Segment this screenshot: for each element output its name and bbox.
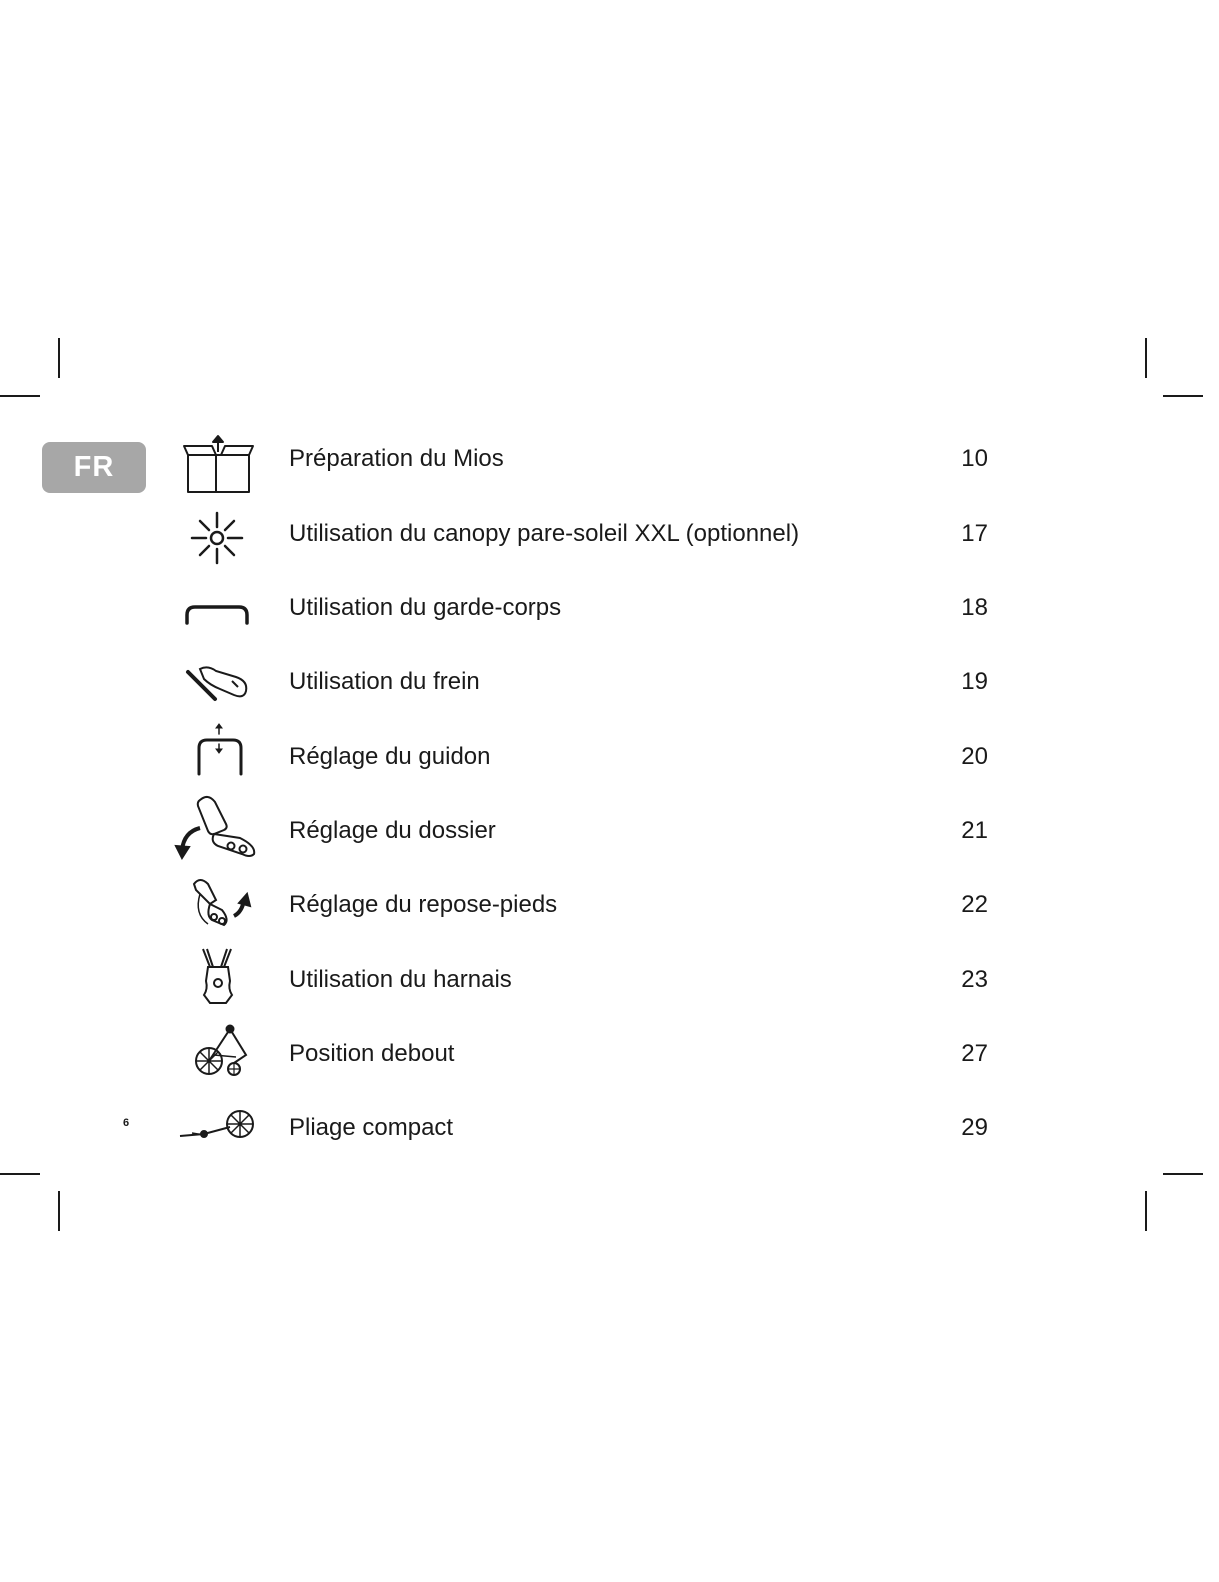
crop-mark bbox=[1163, 395, 1203, 397]
crop-mark bbox=[0, 1173, 40, 1175]
toc-title: Utilisation du frein bbox=[289, 668, 480, 695]
toc-page: 29 bbox=[961, 1114, 988, 1141]
toc-page: 20 bbox=[961, 743, 988, 770]
toc-row[interactable] bbox=[170, 945, 1000, 1015]
toc-title: Réglage du repose-pieds bbox=[289, 891, 558, 918]
toc-page: 18 bbox=[961, 594, 988, 621]
crop-mark bbox=[58, 1191, 60, 1231]
toc-page: 17 bbox=[961, 520, 988, 547]
toc-page: 27 bbox=[961, 1040, 988, 1067]
toc-page: 23 bbox=[961, 966, 988, 993]
toc-row[interactable] bbox=[170, 722, 1000, 792]
toc-title: Préparation du Mios bbox=[289, 445, 504, 472]
toc-title: Réglage du guidon bbox=[289, 743, 491, 770]
toc-row[interactable] bbox=[170, 647, 1000, 717]
language-tab: FR bbox=[42, 442, 146, 493]
bumper-bar-icon bbox=[170, 573, 265, 643]
toc-row[interactable] bbox=[170, 796, 1000, 866]
footrest-adjust-icon bbox=[170, 870, 265, 940]
toc-row[interactable] bbox=[170, 499, 1000, 569]
toc-title: Utilisation du canopy pare-soleil XXL (optionnel) bbox=[289, 520, 800, 547]
toc-title: Utilisation du harnais bbox=[289, 966, 512, 993]
compact-fold-icon bbox=[170, 1093, 265, 1163]
toc-row[interactable] bbox=[170, 1019, 1000, 1089]
crop-mark bbox=[0, 395, 40, 397]
harness-icon bbox=[170, 945, 265, 1015]
sun-canopy-icon bbox=[170, 499, 265, 569]
page-number: 6 bbox=[123, 1117, 130, 1129]
box-unpack-icon bbox=[170, 424, 265, 494]
crop-mark bbox=[1145, 1191, 1147, 1231]
standing-position-icon bbox=[170, 1019, 265, 1089]
brake-foot-icon bbox=[170, 647, 265, 717]
toc-title: Réglage du dossier bbox=[289, 817, 496, 844]
toc-row[interactable] bbox=[170, 1093, 1000, 1163]
toc-row[interactable] bbox=[170, 573, 1000, 643]
toc-page: 19 bbox=[961, 668, 988, 695]
handlebar-adjust-icon bbox=[170, 722, 265, 792]
crop-mark bbox=[58, 338, 60, 378]
toc-title: Pliage compact bbox=[289, 1114, 454, 1141]
toc-page: 22 bbox=[961, 891, 988, 918]
toc-page: 21 bbox=[961, 817, 988, 844]
toc-row[interactable] bbox=[170, 424, 1000, 494]
crop-mark bbox=[1145, 338, 1147, 378]
toc-page: 10 bbox=[961, 445, 988, 472]
toc-title: Position debout bbox=[289, 1040, 455, 1067]
backrest-adjust-icon bbox=[170, 796, 265, 866]
crop-mark bbox=[1163, 1173, 1203, 1175]
toc-row[interactable] bbox=[170, 870, 1000, 940]
toc-title: Utilisation du garde-corps bbox=[289, 594, 562, 621]
